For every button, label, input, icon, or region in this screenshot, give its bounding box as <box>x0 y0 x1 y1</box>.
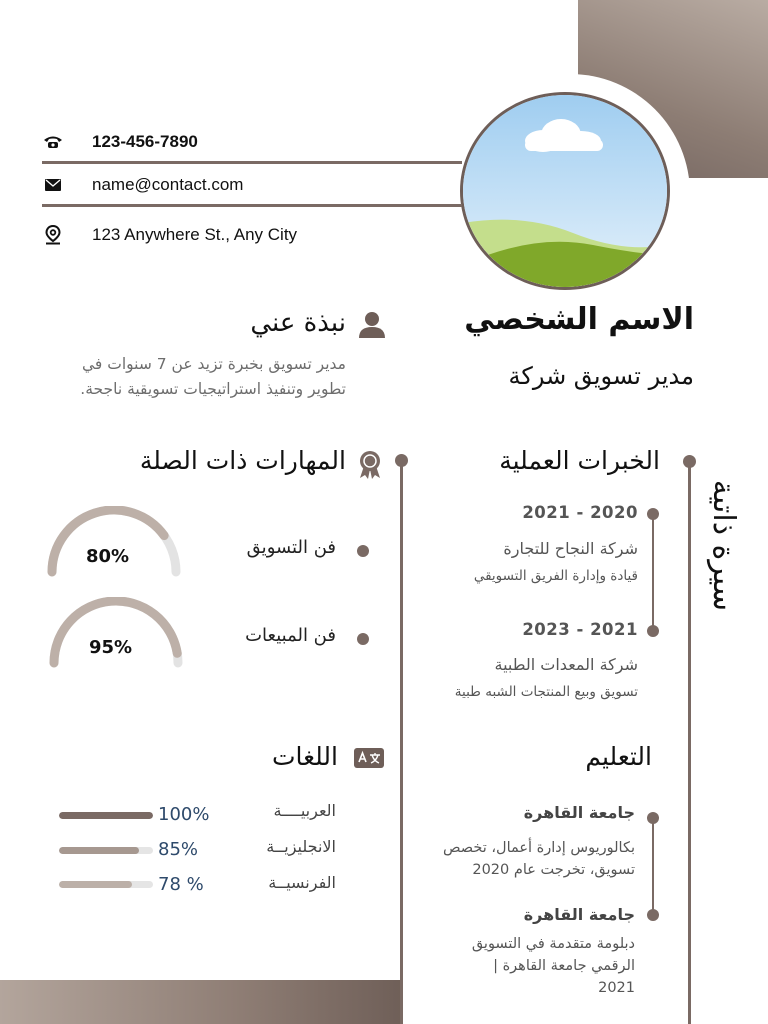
experience-dot <box>647 508 659 520</box>
bottom-left-decor <box>0 980 402 1024</box>
experience-company: شركة النجاح للتجارة <box>503 539 638 558</box>
education-connector <box>652 818 654 916</box>
language-percent: 100% <box>158 804 210 825</box>
full-name: الاسم الشخصي <box>464 302 694 337</box>
languages-heading: اللغات <box>271 742 338 771</box>
language-bar <box>59 847 153 854</box>
contact-divider-1 <box>42 161 462 164</box>
skill-gauge <box>48 597 192 671</box>
language-bar <box>59 881 153 888</box>
language-name: العربيــــة <box>273 801 336 820</box>
skill-name: فن التسويق <box>246 537 336 558</box>
language-percent: 85% <box>158 839 199 860</box>
contact-divider-2 <box>42 204 462 207</box>
education-school: جامعة القاهرة <box>523 803 635 822</box>
phone-number[interactable]: 123-456-7890 <box>92 132 198 151</box>
experience-company: شركة المعدات الطبية <box>494 655 638 674</box>
education-school: جامعة القاهرة <box>523 905 635 924</box>
skill-percent: 95% <box>89 637 133 658</box>
email-address[interactable]: name@contact.com <box>92 175 244 194</box>
skill-gauge <box>46 506 190 580</box>
skill-bullet <box>357 545 369 557</box>
language-bar-fill <box>59 812 153 819</box>
contact-phone <box>42 127 198 157</box>
job-title: مدير تسويق شركة <box>508 362 694 390</box>
experience-description: قيادة وإدارة الفريق التسويقي <box>473 568 638 584</box>
mail-icon <box>42 174 64 196</box>
education-dot <box>647 812 659 824</box>
experience-dot <box>647 625 659 637</box>
about-heading: نبذة عني <box>250 308 346 338</box>
phone-icon <box>42 131 64 153</box>
contact-email <box>42 170 243 200</box>
education-description: بكالوريوس إدارة أعمال، تخصص تسويق، تخرجت عام 2020 <box>443 840 635 878</box>
skill-bullet <box>357 633 369 645</box>
experience-connector <box>652 514 654 632</box>
landscape-image-icon <box>463 95 667 287</box>
award-icon <box>356 450 384 484</box>
contact-address <box>42 220 297 250</box>
language-bar-fill <box>59 881 132 888</box>
experience-years: 2021 - 2020 <box>522 503 638 522</box>
profile-photo[interactable] <box>460 92 670 290</box>
education-description: دبلومة متقدمة في التسويق الرقمي جامعة القاهرة | 2021 <box>471 936 635 996</box>
experience-heading: الخبرات العملية <box>499 446 660 475</box>
street-address: 123 Anywhere St., Any City <box>92 225 298 244</box>
main-timeline-right <box>688 462 691 1024</box>
language-percent: 78 % <box>158 874 204 895</box>
vertical-cv-label <box>700 470 748 620</box>
cv-label-text: سيرة ذاتية <box>706 479 742 611</box>
about-text: مدير تسويق بخبرة تزيد عن 7 سنوات في تطوير وتنفيذ استراتيجيات تسويقية ناجحة. <box>80 355 346 398</box>
user-icon <box>357 311 387 343</box>
skill-name: فن المبيعات <box>245 625 336 646</box>
education-heading: التعليم <box>585 742 652 771</box>
skills-heading: المهارات ذات الصلة <box>139 446 346 475</box>
translate-icon <box>354 748 384 774</box>
experience-description: تسويق وبيع المنتجات الشبه طبية <box>454 684 638 700</box>
education-dot <box>647 909 659 921</box>
language-bar <box>59 812 153 819</box>
experience-years: 2023 - 2021 <box>522 620 638 639</box>
language-bar-fill <box>59 847 139 854</box>
language-name: الانجليزيــة <box>266 837 336 856</box>
location-pin-icon <box>42 224 64 246</box>
skill-percent: 80% <box>86 546 130 567</box>
center-divider <box>400 460 403 1024</box>
language-name: الفرنسيــة <box>268 873 336 892</box>
